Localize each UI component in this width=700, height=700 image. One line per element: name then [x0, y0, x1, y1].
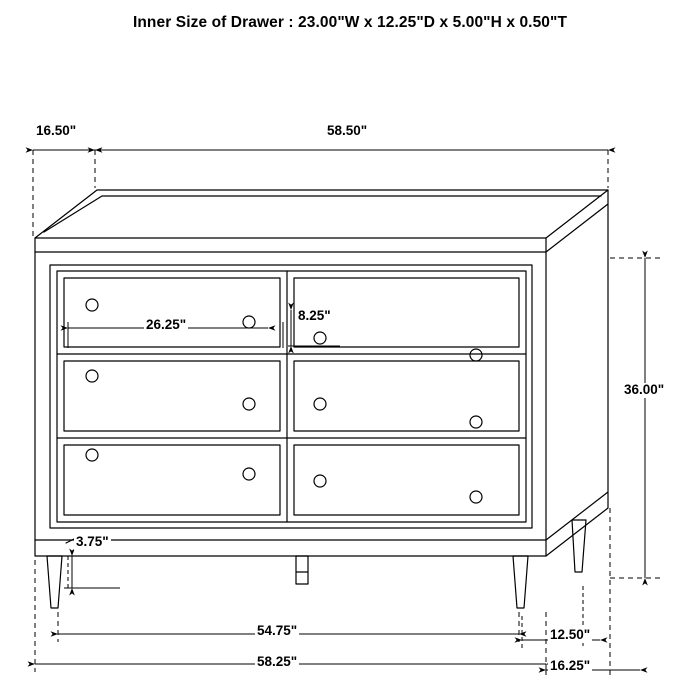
dimension-label-base-width-outer: 58.25"	[257, 654, 298, 669]
dimension-label-total-height: 36.00"	[624, 382, 665, 397]
dimension-label-base-depth-inner: 12.50"	[550, 627, 591, 642]
page-title: Inner Size of Drawer : 23.00"W x 12.25"D x 5.00"H x 0.50"T	[132, 14, 568, 31]
dimension-label-drawer-height: 8.25"	[298, 308, 331, 323]
dimension-label-depth-top: 16.50"	[36, 123, 77, 138]
dimension-label-leg-height: 3.75"	[76, 534, 109, 549]
dimension-label-drawer-width-left: 26.25"	[146, 317, 187, 332]
dimension-label-base-width-inner: 54.75"	[257, 623, 298, 638]
dimension-label-width-top: 58.50"	[327, 123, 368, 138]
dimension-label-base-depth-outer: 16.25"	[550, 658, 591, 673]
